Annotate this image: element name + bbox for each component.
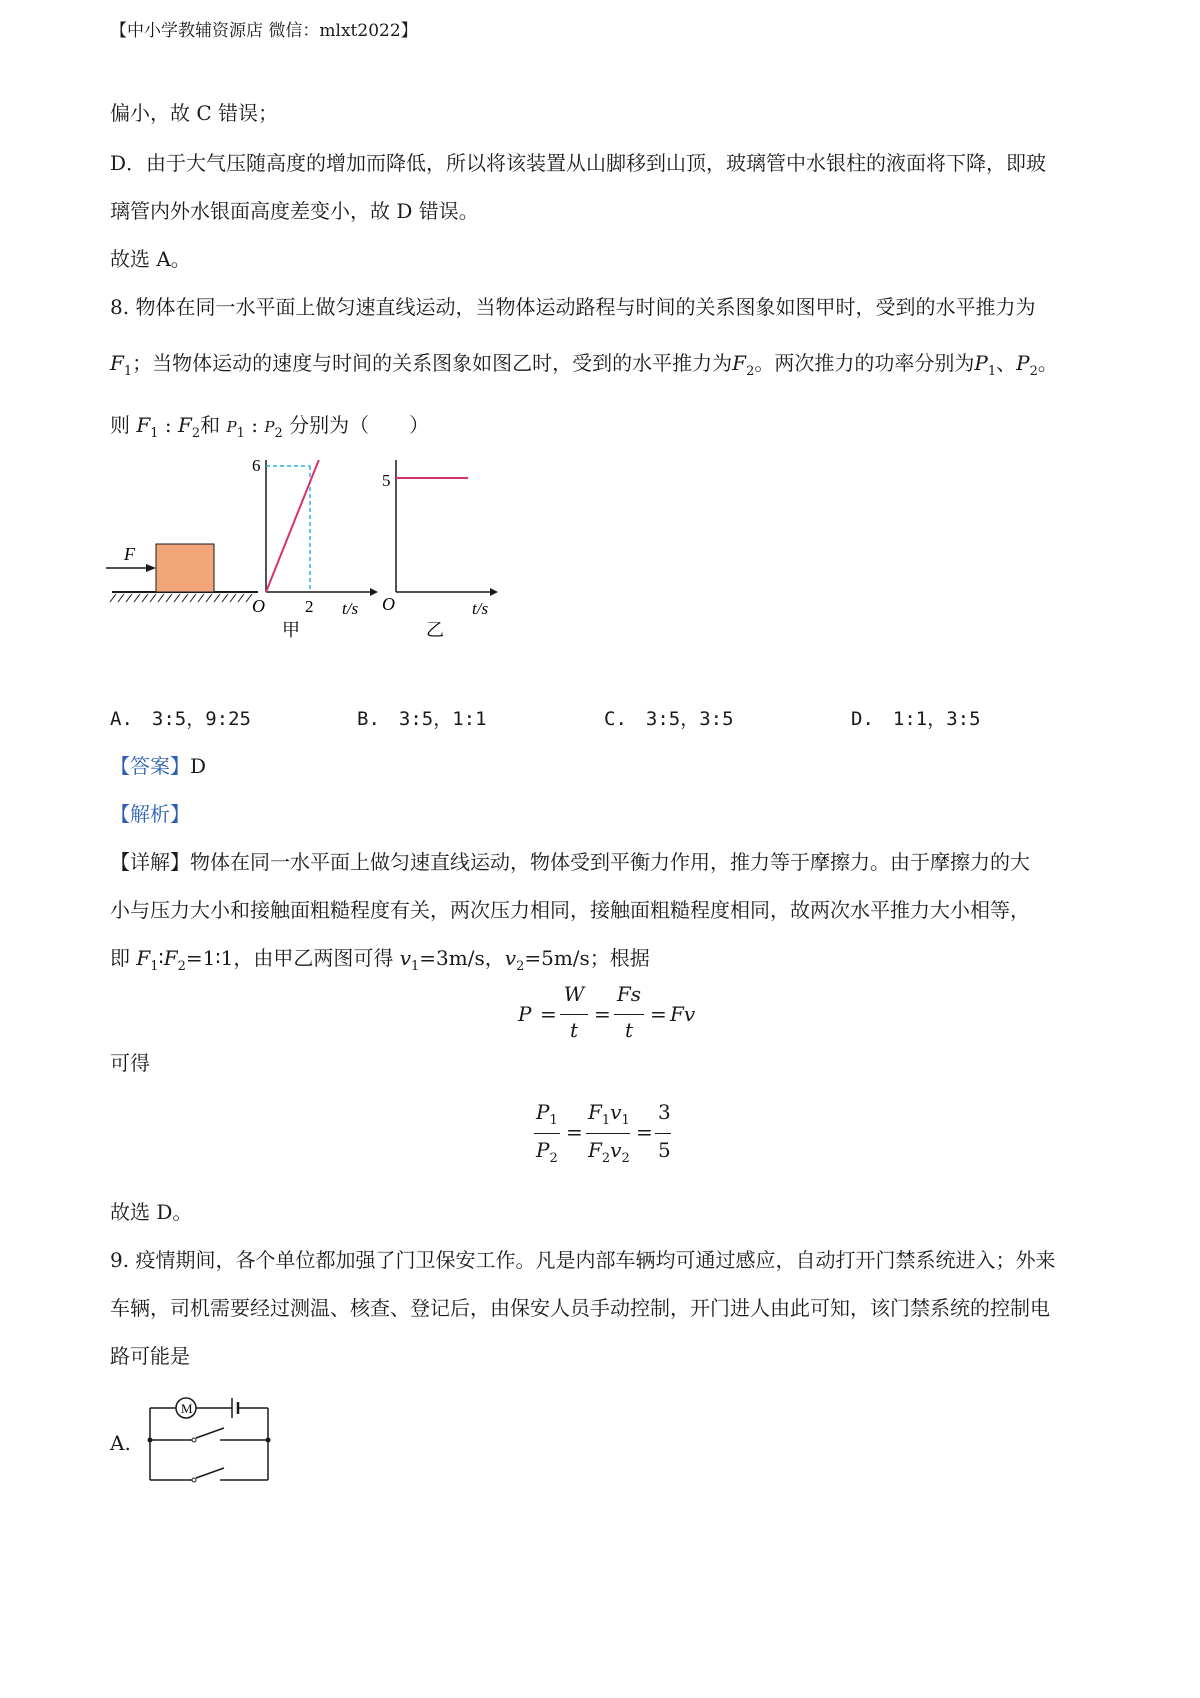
q8-figure (100, 460, 560, 640)
chart-jia-origin: O (252, 596, 265, 616)
equation-power: P = W t = Fs t = Fv (518, 982, 696, 1042)
switch-2-blade (196, 1468, 224, 1478)
q7-conclusion: 故选 A。 (110, 247, 191, 271)
q7-line-d1: D．由于大气压随高度的增加而降低，所以将该装置从山脚移到山顶，玻璃管中水银柱的液面将下降，即玻 (110, 151, 1047, 175)
q9-stem-line1: 9. 疫情期间，各个单位都加强了门卫保安工作。凡是内部车辆均可通过感应，自动打开门禁系统进入；外来 (110, 1248, 1056, 1272)
chart-jia-xlabel: t/s (342, 599, 359, 618)
q8-stem-line1: 8. 物体在同一水平面上做匀速直线运动，当物体运动路程与时间的关系图象如图甲时，受到的水平推力为 (110, 295, 1036, 319)
q8-detail-line1: 【详解】物体在同一水平面上做匀速直线运动，物体受到平衡力作用，推力等于摩擦力。由于摩擦力的大 (110, 850, 1030, 874)
chart-yi-origin: O (382, 594, 395, 614)
analysis-tag: 【解析】 (110, 802, 190, 826)
q8-conclusion: 故选 D。 (110, 1200, 193, 1224)
chart-jia-ytick: 6 (252, 460, 261, 475)
q8-answer (110, 753, 206, 779)
switch-2-pivot (192, 1478, 196, 1482)
chart-jia-x-arrowhead (370, 588, 378, 596)
force-label: F (124, 544, 135, 564)
q7-line-d2: 璃管内外水银面高度差变小，故 D 错误。 (110, 199, 479, 223)
chart-jia-caption: 甲 (282, 620, 300, 640)
equation-ratio: $P_1$ $P_2$ = $F_1v_1$ $F_2v_2$ = 3 5 (536, 1100, 671, 1166)
detail-tag: 【详解】 (110, 850, 190, 874)
block (156, 544, 214, 592)
chart-yi (382, 460, 498, 640)
q8-option-a[interactable]: A. 3:5，9:25 (110, 708, 251, 730)
motor-label: M (181, 1401, 193, 1416)
ground-hatching (110, 594, 252, 602)
chart-jia-series-line (266, 460, 322, 592)
switch-1-blade (196, 1428, 224, 1438)
chart-yi-ytick: 5 (382, 471, 391, 490)
q8-option-d[interactable]: D. 1:1，3:5 (851, 708, 981, 730)
chart-jia-xtick: 2 (305, 597, 314, 616)
q7-line-c: 偏小，故 C 错误； (110, 101, 279, 125)
header-watermark: 【中小学教辅资源店 微信：mlxt2022】 (110, 21, 418, 41)
q8-stem-line2: $F_1$；当物体运动的速度与时间的关系图象如图乙时，受到的水平推力为$F_2$。两次推力的功率分别为$P_1$、$P_2$。 (110, 351, 1058, 379)
q9-circuit-a (140, 1390, 280, 1490)
answer-value: D (190, 754, 207, 778)
q9-stem-line3: 路可能是 (110, 1344, 190, 1368)
chart-jia (252, 460, 378, 640)
answer-tag: 【答案】 (110, 754, 190, 778)
chart-yi-xlabel: t/s (472, 599, 489, 618)
switch-1-pivot (192, 1438, 196, 1442)
q8-detail-line2: 小与压力大小和接触面粗糙程度有关，两次压力相同，接触面粗糙程度相同，故两次水平推力大小相等， (110, 898, 1030, 922)
q8-option-b[interactable]: B. 3:5，1:1 (357, 708, 487, 730)
q9-stem-line2: 车辆，司机需要经过测温、核查、登记后，由保安人员手动控制，开门进人由此可知，该门禁系统的控制电 (110, 1296, 1050, 1320)
q8-option-c[interactable]: C. 3:5，3:5 (604, 708, 734, 730)
q8-detail-line3: 即 $F_1∶F_2=1∶1$，由甲乙两图可得 $v_1=3m/s$，$v_2=5m/s$；根据 (110, 946, 650, 974)
q8-stem-line3: 则 $F_1$ : $F_2$和 $P_1$ : $P_2$ 分别为（ ） (110, 413, 430, 441)
chart-yi-x-arrowhead (490, 588, 498, 596)
chart-yi-caption: 乙 (426, 620, 444, 640)
q9-option-a-label[interactable]: A. (110, 1431, 131, 1455)
kede-text: 可得 (110, 1051, 150, 1075)
force-arrowhead (146, 564, 156, 572)
